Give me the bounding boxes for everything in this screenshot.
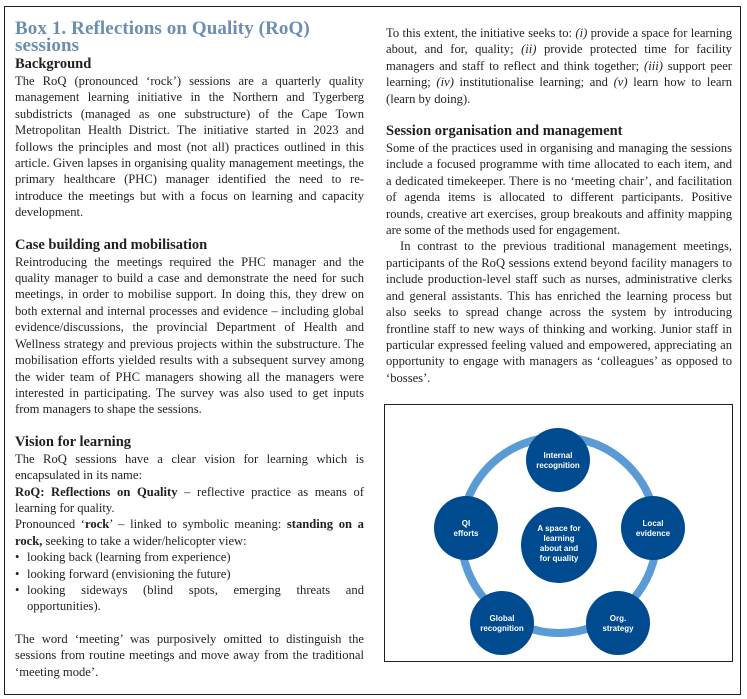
- aim-text: learn how to learn (learn by doing).: [386, 75, 733, 106]
- node-bottom-right: [586, 591, 650, 655]
- background-text: The RoQ (pronounced ‘rock’) sessions are a quarterly quality management learning initiative in the Northern and Tygerberg subdistricts (managed as one substructure) of the Cape Town Metropolitan Health District. The initiative started in 2023 and follows the principles and most (not all) practices outlined in this article. Given lapses in organising quality management meetings, the primary healthcare (PHC) manager identified the need to re-introduce the meetings but with a focus on learning and capacity development.: [15, 74, 364, 220]
- svg-text:about and: about and: [539, 544, 579, 553]
- vision-roq-definition: [15, 484, 364, 517]
- box-title: [15, 20, 364, 54]
- svg-text:evidence: evidence: [635, 529, 671, 538]
- roq-rest: – reflective practice as means of learning for quality.: [15, 484, 364, 515]
- box-title-line1: Box 1. Reflections on Quality (RoQ): [15, 18, 310, 39]
- svg-text:Internal: Internal: [543, 451, 573, 460]
- box-title-line2: sessions: [15, 35, 80, 56]
- aim-text: institutionalise learning; and: [453, 75, 614, 90]
- node-right: [621, 496, 685, 560]
- aim-num: (iv): [436, 75, 454, 90]
- list-item: • looking forward (envisioning the future): [15, 566, 364, 582]
- pron-start: Pronounced ‘: [15, 517, 85, 532]
- aim-text: support peer learning;: [386, 58, 732, 90]
- list-item: • looking sideways (blind spots, emerging threats and opportunities).: [15, 582, 364, 615]
- node-center: [521, 507, 597, 583]
- svg-text:Org.: Org.: [609, 614, 627, 623]
- list-item: • looking back (learning from experience): [15, 549, 364, 565]
- node-bottom-left: [470, 591, 534, 655]
- pron-mid: ’ – linked to symbolic meaning:: [109, 517, 287, 532]
- svg-text:QI: QI: [461, 519, 471, 528]
- svg-text:recognition: recognition: [536, 461, 580, 470]
- svg-text:for quality: for quality: [539, 554, 579, 563]
- svg-text:recognition: recognition: [480, 624, 524, 633]
- right-column: [386, 25, 732, 386]
- node-left: [434, 496, 498, 560]
- vision-heading: Vision for learning: [15, 433, 132, 450]
- roq-bold: RoQ: Reflections on Quality: [15, 484, 178, 499]
- svg-text:strategy: strategy: [602, 624, 634, 633]
- pron-bold: rock: [84, 517, 110, 532]
- aims-intro: To this extent, the initiative seeks to:: [386, 26, 576, 40]
- aim-num: (iii): [644, 58, 663, 73]
- svg-text:A space for: A space for: [537, 524, 581, 533]
- node-top: [526, 428, 590, 492]
- aim-text: provide a space for learning about, and for, quality;: [386, 26, 732, 57]
- aim-num: (ii): [521, 42, 537, 57]
- background-heading: Background: [15, 56, 92, 72]
- aim-text: provide protected time for facility managers and staff to reflect and think together;: [386, 42, 732, 73]
- vision-intro: The RoQ sessions have a clear vision for learning which is encapsulated in its name:: [15, 451, 364, 483]
- learning-space-diagram: [384, 404, 733, 662]
- svg-text:learning: learning: [543, 534, 575, 543]
- svg-text:Local: Local: [642, 519, 664, 528]
- session-org-text-2: In contrast to the previous traditional management meetings, participants of the RoQ sessions extend beyond facility managers to include production-level staff such as nurses, administrative clerks and general assistants. This has enriched the learning process but also seeks to spread change across the system by introducing frontline staff to new ways of thinking and working. Junior staff in particular expressed feeling valued and empowered, appreciating an opportunity to engage with managers as ‘colleagues’ as opposed to ‘bosses’.: [386, 239, 732, 385]
- svg-text:efforts: efforts: [453, 529, 479, 538]
- case-building-heading: Case building and mobilisation: [15, 236, 208, 253]
- vision-pronounced: [15, 516, 364, 549]
- session-org-text-1: Some of the practices used in organising and managing the sessions include a focused programme with time allocated to each item, and a dedicated timekeeper. There is no ‘meeting chair’, and facilitation of agenda items is allocated to different participants. Positive rounds, creative art exercises, group breakouts and affinity mapping are some of the methods used for engagement.: [386, 141, 732, 238]
- left-column: [15, 20, 364, 680]
- svg-text:Global: Global: [489, 614, 515, 623]
- case-building-text: Reintroducing the meetings required the PHC manager and the quality manager to build a case and demonstrate the need for such meetings, in order to mobilise support. In doing this, they drew on both external and internal processes and evidence – including global evidence/discussions, the provincial Department of Health and Wellness strategy and previous projects within the substructure. The mobilisation efforts yielded results with a subsequent survey among the wider team of PHC managers showing all the managers were interested in participating. The survey was also used to get inputs from managers to shape the sessions.: [15, 254, 364, 417]
- aims-paragraph: [386, 25, 732, 107]
- pron-end: seeking to take a wider/helicopter view:: [42, 533, 247, 548]
- aim-num: (i): [575, 26, 588, 40]
- pron-bold2: standing on a rock,: [15, 517, 364, 548]
- vision-closing: The word ‘meeting’ was purposively omitted to distinguish the sessions from routine meetings and move away from the traditional ‘meeting mode’.: [15, 631, 364, 679]
- aim-num: (v): [613, 75, 628, 90]
- diagram-svg: [385, 405, 734, 663]
- vision-bullets: [15, 549, 364, 615]
- session-org-heading: Session organisation and management: [386, 123, 623, 140]
